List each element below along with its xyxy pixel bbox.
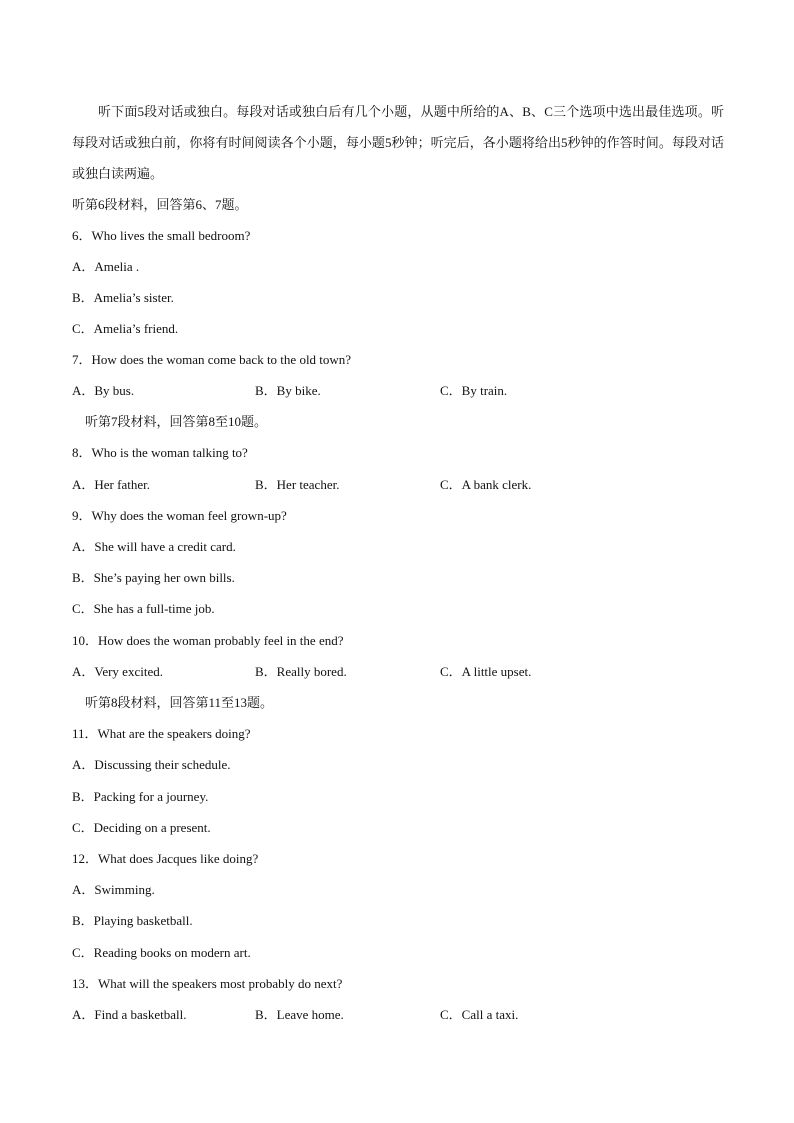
- question-9-option-b: B．She’s paying her own bills.: [72, 570, 235, 585]
- question-7-options: [72, 381, 724, 401]
- question-9-option-a: A．She will have a credit card.: [72, 539, 236, 554]
- question-10-options: [72, 662, 724, 682]
- question-8-options: [72, 475, 724, 495]
- question-8-option-c: C．A bank clerk.: [440, 477, 532, 492]
- question-8-stem: 8．Who is the woman talking to?: [72, 445, 248, 460]
- question-12-option-c: C．Reading books on modern art.: [72, 945, 251, 960]
- section-7-heading: 听第7段材料，回答第8至10题。: [85, 414, 268, 429]
- question-12-stem: 12．What does Jacques like doing?: [72, 851, 259, 866]
- question-13-option-b: B．Leave home.: [255, 1007, 344, 1022]
- question-6-option-c: C．Amelia’s friend.: [72, 321, 179, 336]
- instructions-paragraph: 听下面5段对话或独白。每段对话或独白后有几个小题，从题中所给的A、B、C三个选项中选出最佳选项。听每段对话或独白前，你将有时间阅读各个小题，每小题5秒钟；听完后，各小题将给出5秒钟的作答时间。每段对话或独白读两遍。: [72, 104, 724, 181]
- question-6-stem: 6．Who lives the small bedroom?: [72, 228, 251, 243]
- question-7-stem: 7．How does the woman come back to the old town?: [72, 352, 352, 367]
- question-9-option-c: C．She has a full-time job.: [72, 601, 215, 616]
- question-8-option-b: B．Her teacher.: [255, 477, 340, 492]
- question-13-option-c: C．Call a taxi.: [440, 1007, 519, 1022]
- question-11-option-c: C．Deciding on a present.: [72, 820, 211, 835]
- question-11-option-a: A．Discussing their schedule.: [72, 757, 231, 772]
- question-11-option-b: B．Packing for a journey.: [72, 789, 209, 804]
- question-6-option-a: A．Amelia .: [72, 259, 140, 274]
- section-6-heading: 听第6段材料，回答第6、7题。: [72, 197, 248, 212]
- question-10-option-a: A．Very excited.: [72, 664, 163, 679]
- question-6-option-b: B．Amelia’s sister.: [72, 290, 174, 305]
- question-13-options: [72, 1005, 724, 1025]
- question-10-option-c: C．A little upset.: [440, 664, 532, 679]
- question-13-option-a: A．Find a basketball.: [72, 1007, 187, 1022]
- question-7-option-a: A．By bus.: [72, 383, 135, 398]
- question-9-stem: 9．Why does the woman feel grown-up?: [72, 508, 287, 523]
- question-12-option-b: B．Playing basketball.: [72, 913, 193, 928]
- question-10-option-b: B．Really bored.: [255, 664, 347, 679]
- question-13-stem: 13．What will the speakers most probably do next?: [72, 976, 343, 991]
- question-7-option-c: C．By train.: [440, 383, 508, 398]
- question-8-option-a: A．Her father.: [72, 477, 150, 492]
- question-11-stem: 11．What are the speakers doing?: [72, 726, 251, 741]
- question-7-option-b: B．By bike.: [255, 383, 321, 398]
- section-8-heading: 听第8段材料，回答第11至13题。: [85, 695, 274, 710]
- question-10-stem: 10．How does the woman probably feel in the end?: [72, 633, 344, 648]
- question-12-option-a: A．Swimming.: [72, 882, 155, 897]
